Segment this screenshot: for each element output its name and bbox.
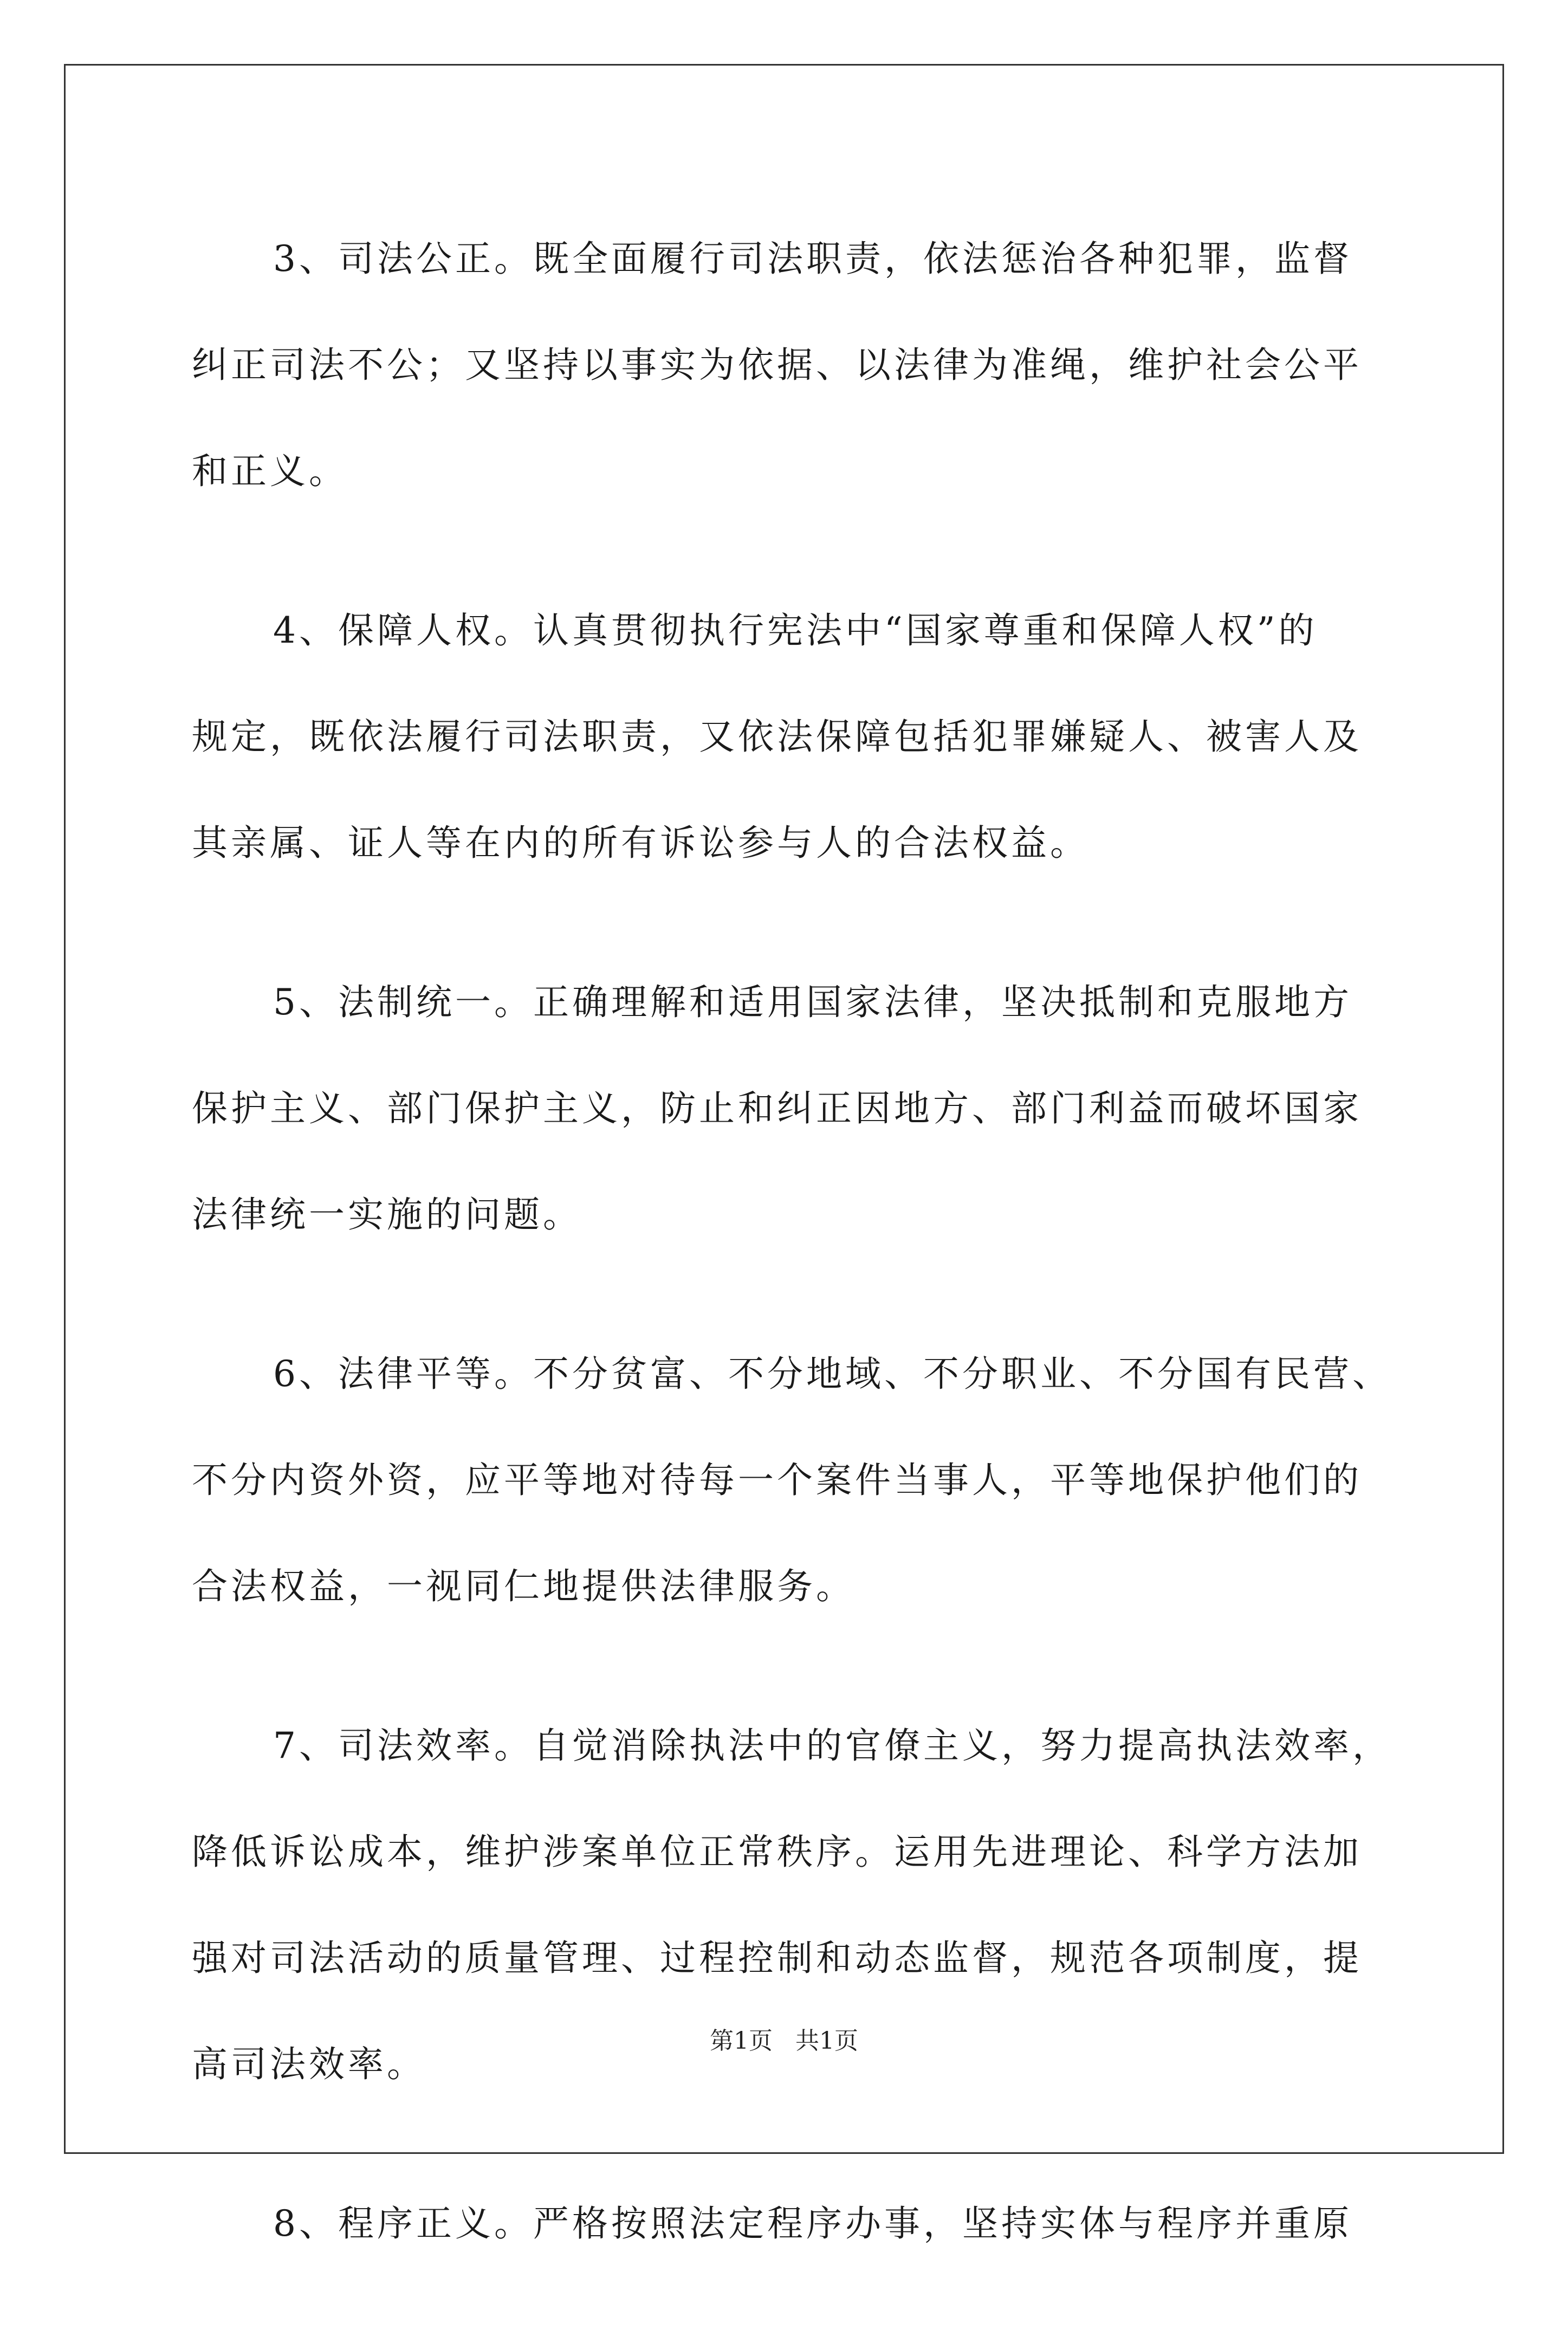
text-line: 合法权益，一视同仁地提供法律服务。 [192,1565,855,1607]
paragraph-6 [192,1321,1391,1640]
text-line: 6、法律平等。不分贫富、不分地域、不分职业、不分国有民营、 [273,1353,1391,1395]
page-total: 共1页 [795,2027,858,2055]
text-line: 降低诉讼成本，维护涉案单位正常秩序。运用先进理论、科学方法加 [192,1831,1362,1873]
text-line: 高司法效率。 [192,2043,426,2085]
text-line: 强对司法活动的质量管理、过程控制和动态监督，规范各项制度，提 [192,1937,1362,1979]
text-line: 和正义。 [192,450,348,492]
text-line: 纠正司法不公；又坚持以事实为依据、以法律为准绳，维护社会公平 [192,344,1362,386]
text-line: 规定，既依法履行司法职责，又依法保障包括犯罪嫌疑人、被害人及 [192,716,1362,758]
text-line: 不分内资外资，应平等地对待每一个案件当事人，平等地保护他们的 [192,1459,1362,1501]
text-line: 保护主义、部门保护主义，防止和纠正因地方、部门利益而破坏国家 [192,1088,1362,1129]
text-line: 4、保障人权。认真贯彻执行宪法中“国家尊重和保障人权”的 [273,610,1318,651]
text-line: 其亲属、证人等在内的所有诉讼参与人的合法权益。 [192,822,1089,864]
text-line: 8、程序正义。严格按照法定程序办事，坚持实体与程序并重原 [273,2203,1352,2244]
document-body [192,206,1391,2330]
paragraph-4 [192,578,1384,896]
text-line: 5、法制统一。正确理解和适用国家法律，坚决抵制和克服地方 [273,981,1352,1023]
page-number: 第1页 [710,2027,773,2055]
paragraph-5 [192,949,1384,1268]
paragraph-8 [192,2171,1384,2277]
page-footer [0,2021,1568,2056]
text-line: 7、司法效率。自觉消除执法中的官僚主义，努力提高执法效率， [273,1725,1391,1766]
text-line: 法律统一实施的问题。 [192,1194,582,1235]
text-line: 3、司法公正。既全面履行司法职责，依法惩治各种犯罪，监督 [273,238,1352,280]
paragraph-3 [192,206,1384,525]
